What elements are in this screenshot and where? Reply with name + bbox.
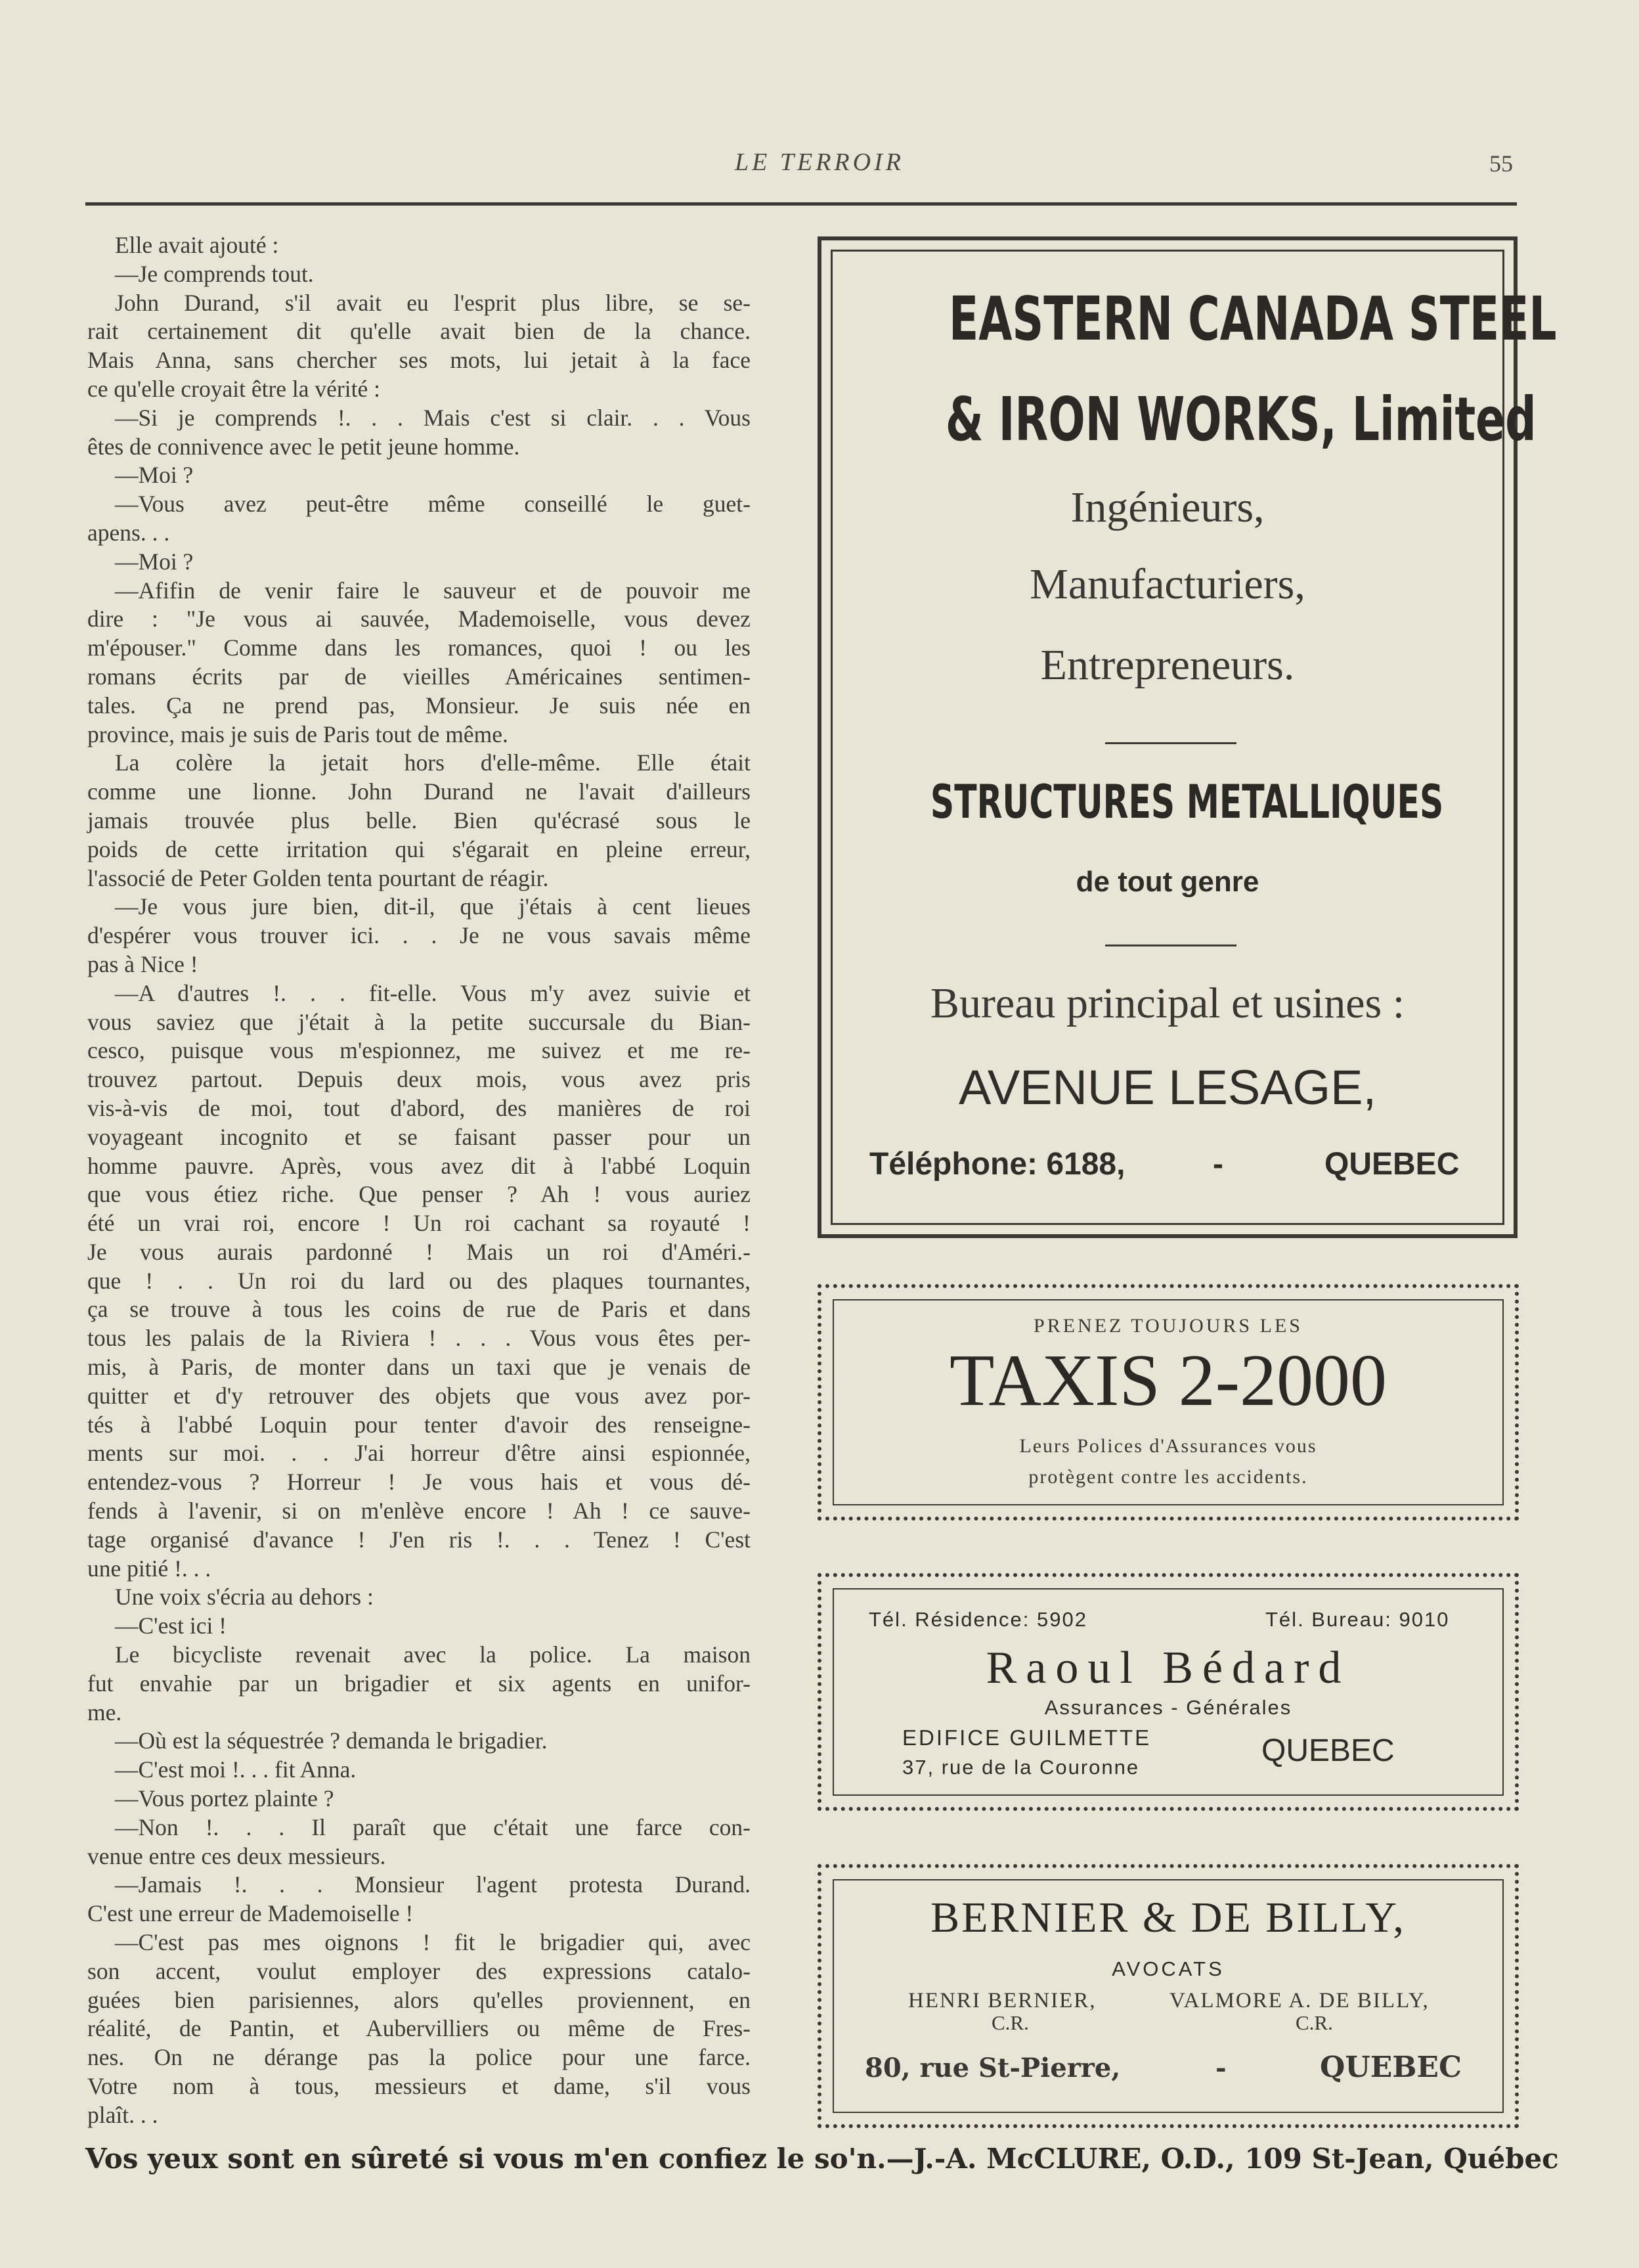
bernier-name: BERNIER & DE BILLY, (930, 1894, 1406, 1942)
article-line: Votre nom à tous, messieurs et dame, s'il vous (87, 2073, 751, 2099)
article-line: fut envahie par un brigadier et six agents en unifor- (87, 1670, 751, 1697)
divider (1105, 945, 1236, 946)
article-line: Le bicycliste revenait avec la police. La maison (115, 1641, 751, 1668)
tel-residence: Tél. Résidence: 5902 (869, 1608, 1087, 1631)
article-line: fends à l'avenir, si on m'enlève encore ! Ah ! ce sauve- (87, 1498, 751, 1524)
ad-phone: Téléphone: 6188, (869, 1147, 1125, 1182)
article-line: réalité, de Pantin, et Aubervilliers ou même de Fres- (87, 2015, 751, 2042)
article-line: tage organisé d'avance ! J'en ris !. . . Tenez ! C'est (87, 1526, 751, 1553)
bedard-street: 37, rue de la Couronne (902, 1756, 1140, 1779)
bernier-city: QUEBEC (1320, 2051, 1462, 2084)
article-line: tales. Ça ne prend pas, Monsieur. Je suis née en (87, 692, 751, 719)
divider (1105, 742, 1236, 744)
article-line: Mais Anna, sans chercher ses mots, lui jetait à la face (87, 347, 751, 374)
ad-company-line1: EASTERN CANADA STEEL (948, 284, 1557, 354)
article-line: —Je comprends tout. (115, 260, 314, 287)
article-line: guées bien parisiennes, alors qu'elles proviennent, en (87, 1986, 751, 2013)
article-line: tous les palais de la Riviera ! . . . Vous vous êtes per- (87, 1325, 751, 1352)
article-text (87, 231, 751, 2130)
article-line: La colère la jetait hors d'elle-même. Elle était (115, 749, 751, 776)
article-line: homme pauvre. Après, vous avez dit à l'abbé Loquin (87, 1152, 751, 1179)
article-line: plaît. . . (87, 2101, 158, 2128)
partner-1: HENRI BERNIER, (908, 1989, 1097, 2012)
taxis-top: PRENEZ TOUJOURS LES (1034, 1315, 1303, 1337)
article-line: m'épouser." Comme dans les romances, quoi ! ou les (87, 634, 751, 661)
article-line: Elle avait ajouté : (115, 232, 279, 258)
article-line: —Où est la séquestrée ? demanda le brigadier. (115, 1727, 548, 1754)
article-line: été un vrai roi, encore ! Un roi cachant sa royauté ! (87, 1210, 751, 1237)
running-title: LE TERROIR (735, 148, 904, 176)
article-line: ce qu'elle croyait être la vérité : (87, 375, 380, 402)
article-line: —Vous portez plainte ? (115, 1785, 334, 1812)
article-line: que vous étiez riche. Que penser ? Ah ! vous auriez (87, 1181, 751, 1208)
article-line: rait certainement dit qu'elle avait bien de la chance. (87, 318, 751, 345)
ad-service-3: Entrepreneurs. (1040, 641, 1295, 689)
article-line: tés à l'abbé Loquin pour tenter d'avoir des renseigne- (87, 1411, 751, 1438)
article-line: nes. On ne dérange pas la police pour une farce. (87, 2044, 751, 2071)
article-line: dire : "Je vous ai sauvée, Mademoiselle, vous devez (87, 606, 751, 633)
bedard-city: QUEBEC (1261, 1733, 1395, 1768)
article-line: d'espérer vous trouver ici. . . Je ne vous savais même (87, 922, 751, 949)
ad-avenue: AVENUE LESAGE, (958, 1060, 1377, 1115)
article-line: —Non !. . . Il paraît que c'était une farce con- (115, 1813, 751, 1840)
article-line: apens. . . (87, 519, 170, 546)
article-line: —C'est moi !. . . fit Anna. (115, 1756, 357, 1783)
bernier-sub: AVOCATS (1112, 1957, 1225, 1980)
ad-service-2: Manufacturiers, (1030, 560, 1305, 608)
article-line: —Afifin de venir faire le sauveur et de pouvoir me (115, 577, 751, 604)
article-line: John Durand, s'il avait eu l'esprit plus libre, se se- (115, 289, 751, 316)
article-line: romans écrits par de vieilles Américaines sentimen- (87, 663, 751, 690)
article-line: jamais trouvée plus belle. Bien qu'écrasé sous le (87, 807, 751, 834)
article-line: vous saviez que j'était à la petite succursale du Bian- (87, 1008, 751, 1035)
page-number: 55 (1489, 150, 1513, 177)
article-line: poids de cette irritation qui s'égarait en pleine erreur, (87, 835, 751, 862)
article-line: êtes de connivence avec le petit jeune homme. (87, 433, 520, 460)
article-line: cesco, puisque vous m'espionnez, me suivez et me re- (87, 1037, 751, 1064)
tel-bureau: Tél. Bureau: 9010 (1265, 1608, 1450, 1631)
article-line: son accent, voulut employer des expressions catalo- (87, 1957, 751, 1984)
ad-city: QUEBEC (1324, 1147, 1460, 1182)
article-line: —C'est pas mes oignons ! fit le brigadier qui, avec (115, 1929, 751, 1956)
article-line: —Vous avez peut-être même conseillé le guet- (115, 491, 751, 518)
bedard-name: Raoul Bédard (986, 1643, 1351, 1693)
article-line: —A d'autres !. . . fit-elle. Vous m'y avez suivie et (115, 979, 751, 1006)
article-line: ments sur moi. . . J'ai horreur d'être ainsi espionnée, (87, 1440, 751, 1467)
article-line: —C'est ici ! (115, 1612, 227, 1639)
article-line: venue entre ces deux messieurs. (87, 1842, 386, 1869)
taxis-line2: protègent contre les accidents. (1028, 1466, 1308, 1488)
partner-2: VALMORE A. DE BILLY, (1169, 1989, 1430, 2012)
article-line: vis-à-vis de moi, tout d'abord, des manières de roi (87, 1094, 751, 1121)
article-line: —Si je comprends !. . . Mais c'est si clair. . . Vous (115, 404, 751, 431)
article-line: ça se trouve à tous les coins de rue de Paris et dans (87, 1296, 751, 1323)
partner-2-cr: C.R. (1296, 2011, 1333, 2034)
article-line: quitter et d'y retrouver des objets que vous avez por- (87, 1382, 751, 1409)
article-line: que ! . . Un roi du lard ou des plaques tournantes, (87, 1267, 751, 1294)
article-line: —Je vous jure bien, dit-il, que j'étais à cent lieues (115, 893, 751, 920)
article-line: —Moi ? (115, 462, 194, 489)
article-line: mis, à Paris, de monter dans un taxi que je venais de (87, 1354, 751, 1381)
article-line: pas à Nice ! (87, 950, 198, 977)
article-line: entendez-vous ? Horreur ! Je vous hais et vous dé- (87, 1469, 751, 1496)
article-line: me. (87, 1699, 122, 1725)
header-rule (85, 202, 1517, 206)
article-line: voyageant incognito et se faisant passer pour un (87, 1123, 751, 1150)
article-line: —Jamais !. . . Monsieur l'agent protesta Durand. (115, 1871, 751, 1898)
taxis-line1: Leurs Polices d'Assurances vous (1019, 1435, 1317, 1457)
ad-bureau: Bureau principal et usines : (930, 979, 1405, 1027)
bernier-address: 80, rue St-Pierre, (865, 2053, 1121, 2083)
bedard-building: EDIFICE GUILMETTE (902, 1725, 1152, 1750)
footer-ad-mcclure: Vos yeux sont en sûreté si vous m'en confiez le so'n.—J.-A. McCLURE, O.D., 109 St-Jean, Québec (85, 2143, 1559, 2175)
taxis-main: TAXIS 2-2000 (949, 1340, 1388, 1421)
article-line: l'associé de Peter Golden tenta pourtant de réagir. (87, 864, 549, 891)
bedard-sub: Assurances - Générales (1044, 1696, 1292, 1719)
ad-structures: STRUCTURES METALLIQUES (930, 775, 1444, 829)
article-line: C'est une erreur de Mademoiselle ! (87, 1900, 414, 1927)
ad-service-1: Ingénieurs, (1070, 483, 1265, 531)
article-line: une pitié !. . . (87, 1555, 211, 1582)
ad-company-line2: & IRON WORKS, Limited (945, 384, 1537, 455)
ad-genre: de tout genre (1076, 866, 1259, 898)
article-line: comme une lionne. John Durand ne l'avait d'ailleurs (87, 778, 751, 805)
article-line: trouvez partout. Depuis deux mois, vous avez pris (87, 1066, 751, 1093)
article-line: province, mais je suis de Paris tout de même. (87, 721, 508, 747)
partner-1-cr: C.R. (992, 2011, 1029, 2034)
article-line: Une voix s'écria au dehors : (115, 1584, 374, 1611)
article-line: —Moi ? (115, 548, 194, 575)
article-line: Je vous aurais pardonné ! Mais un roi d'Améri.- (87, 1238, 751, 1265)
bernier-dash: - (1215, 2053, 1227, 2083)
ad-dash: - (1213, 1147, 1223, 1182)
